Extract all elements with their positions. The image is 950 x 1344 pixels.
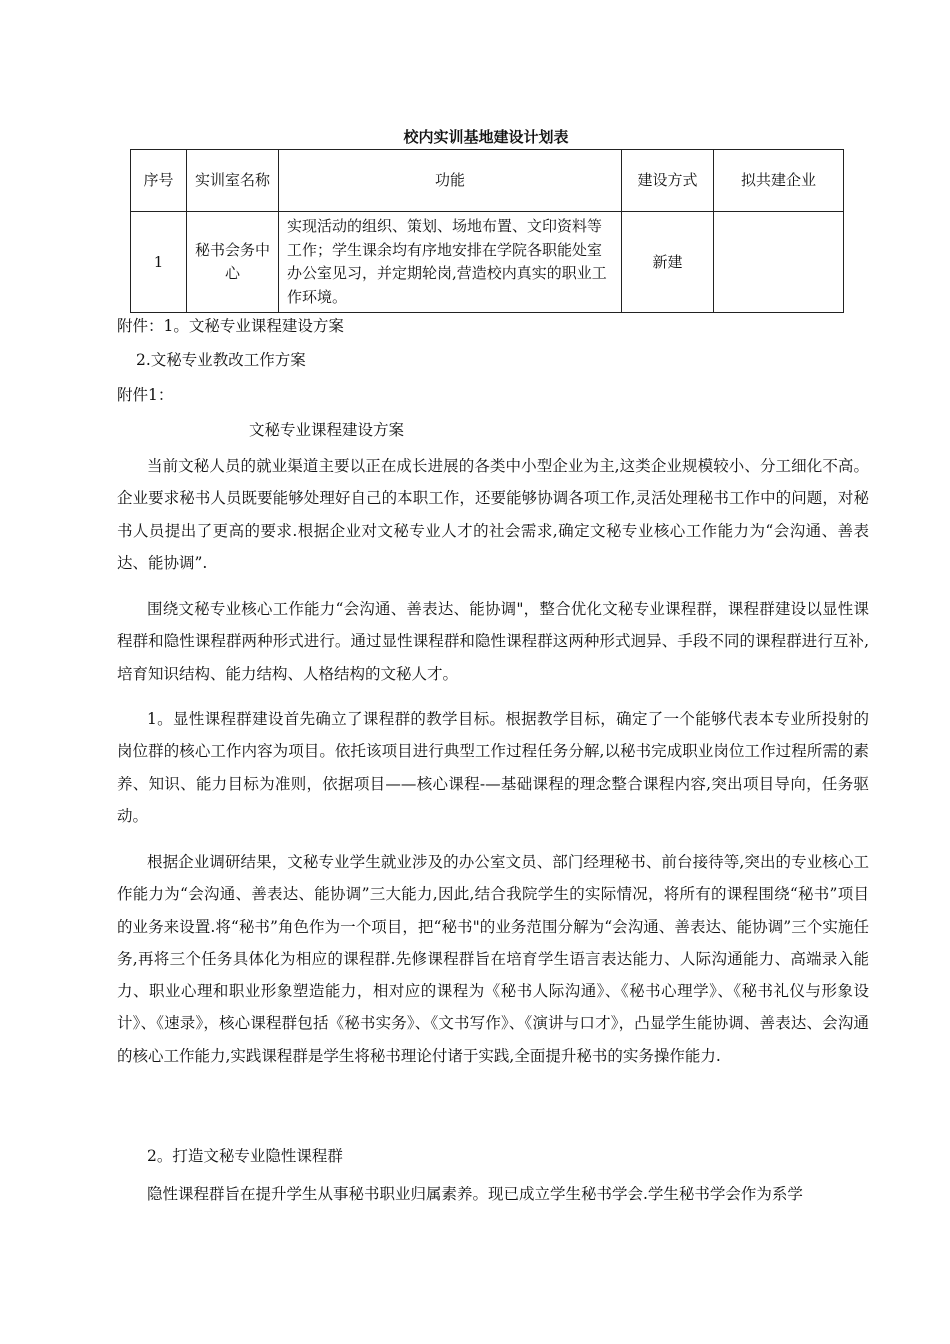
cell-room-name: 秘书会务中心	[187, 212, 279, 313]
header-room-name: 实训室名称	[187, 150, 279, 212]
header-method: 建设方式	[622, 150, 714, 212]
cell-method: 新建	[622, 212, 714, 313]
header-partner: 拟共建企业	[714, 150, 844, 212]
cell-partner	[714, 212, 844, 313]
cell-function: 实现活动的组织、策划、场地布置、文印资料等工作；学生课余均有序地安排在学院各职能处室办公室见习，并定期轮岗,营造校内真实的职业工作环境。	[279, 212, 622, 313]
training-base-plan-table	[130, 149, 844, 313]
paragraph-intro: 当前文秘人员的就业渠道主要以正在成长进展的各类中小型企业为主,这类企业规模较小、分工细化不高。企业要求秘书人员既要能够处理好自己的本职工作，还要能够协调各项工作,灵活处理秘书工作中的问题，对秘书人员提出了更高的要求.根据企业对文秘专业人才的社会需求,确定文秘专业核心工作能力为“会沟通、善表达、能协调”.	[117, 457, 869, 572]
header-no: 序号	[131, 150, 187, 212]
table-header-row	[131, 150, 844, 212]
table-row	[131, 212, 844, 313]
attachment-line-1: 附件：1。文秘专业课程建设方案	[117, 317, 344, 335]
attachment-line-2: 2.文秘专业教改工作方案	[136, 351, 306, 369]
attachment-label: 附件1：	[117, 386, 174, 404]
cell-no: 1	[131, 212, 187, 313]
table-title: 校内实训基地建设计划表	[403, 128, 569, 146]
paragraph-explicit-curriculum: 1。显性课程群建设首先确立了课程群的教学目标。根据教学目标，确定了一个能够代表本专业所投射的岗位群的核心工作内容为项目。依托该项目进行典型工作过程任务分解,以秘书完成职业岗位工作过程所需的素养、知识、能力目标为准则，依据项目——核心课程-—基础课程的理念整合课程内容,突出项目导向，任务驱动。	[117, 710, 869, 825]
section-title: 文秘专业课程建设方案	[249, 421, 405, 439]
paragraph-implicit-heading: 2。打造文秘专业隐性课程群	[147, 1147, 343, 1165]
header-function: 功能	[279, 150, 622, 212]
paragraph-implicit-curriculum: 隐性课程群旨在提升学生从事秘书职业归属素养。现已成立学生秘书学会.学生秘书学会作为系学	[147, 1185, 803, 1203]
paragraph-core-ability: 围绕文秘专业核心工作能力“会沟通、善表达、能协调"，整合优化文秘专业课程群，课程群建设以显性课程群和隐性课程群两种形式进行。通过显性课程群和隐性课程群这两种形式迥异、手段不同的课程群进行互补,培育知识结构、能力结构、人格结构的文秘人才。	[117, 600, 869, 683]
paragraph-survey-results: 根据企业调研结果，文秘专业学生就业涉及的办公室文员、部门经理秘书、前台接待等,突出的专业核心工作能力为“会沟通、善表达、能协调”三大能力,因此,结合我院学生的实际情况，将所有的课程围绕“秘书”项目的业务来设置.将“秘书”角色作为一个项目，把“秘书"的业务范围分解为“会沟通、善表达、能协调”三个实施任务,再将三个任务具体化为相应的课程群.先修课程群旨在培育学生语言表达能力、人际沟通能力、高端录入能力、职业心理和职业形象塑造能力，相对应的课程为《秘书人际沟通》、《秘书心理学》、《秘书礼仪与形象设计》、《速录》，核心课程群包括《秘书实务》、《文书写作》、《演讲与口才》，凸显学生能协调、善表达、会沟通的核心工作能力,实践课程群是学生将秘书理论付诸于实践,全面提升秘书的实务操作能力.	[117, 853, 869, 1065]
